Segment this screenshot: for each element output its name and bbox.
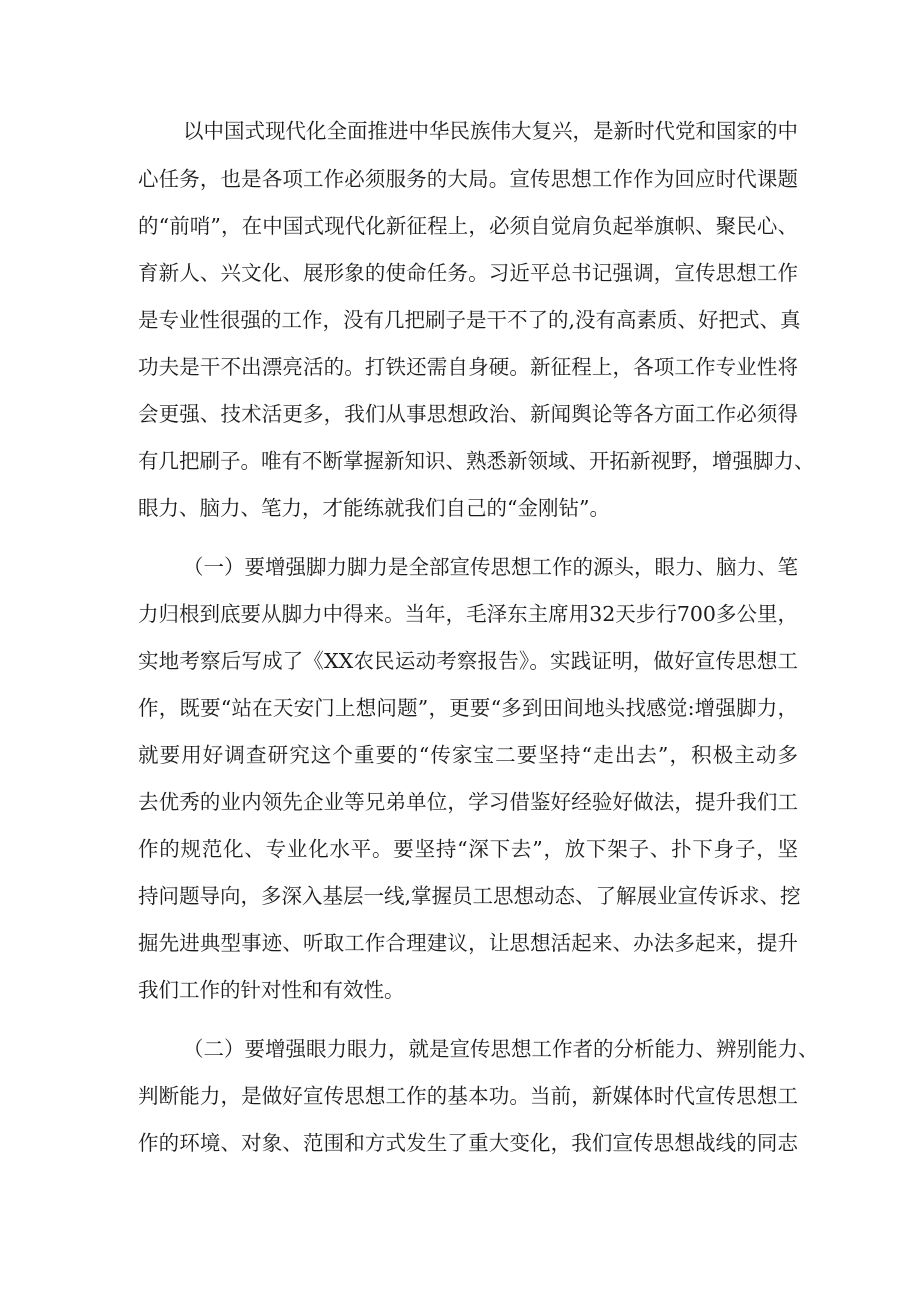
section-1-line-2: 力归根到底要从脚力中得来。当年，毛泽东主席用32天步行700多公里， xyxy=(138,602,798,626)
intro-line-4: 育新人、兴文化、展形象的使命任务。习近平总书记强调，宣传思想工作 xyxy=(138,261,798,285)
section-1-line-10: 我们工作的针对性和有效性。 xyxy=(138,978,405,1002)
section-2-line-2: 判断能力，是做好宣传思想工作的基本功。当前，新媒体时代宣传思想工 xyxy=(138,1084,798,1108)
intro-line-5: 是专业性很强的工作，没有几把刷子是干不了的,没有高素质、好把式、真 xyxy=(138,308,801,332)
intro-line-9: 眼力、脑力、笔力，才能练就我们自己的“金刚钻”。 xyxy=(138,496,610,520)
section-1-line-1: （一）要增强脚力脚力是全部宣传思想工作的源头，眼力、脑力、笔 xyxy=(183,555,798,579)
intro-line-1: 以中国式现代化全面推进中华民族伟大复兴，是新时代党和国家的中 xyxy=(183,119,798,143)
intro-line-7: 会更强、技术活更多，我们从事思想政治、新闻舆论等各方面工作必须得 xyxy=(138,402,798,426)
section-1-line-5: 就要用好调查研究这个重要的“传家宝二要坚持“走出去”，积极主动多 xyxy=(138,743,798,767)
section-1-line-3: 实地考察后写成了《XX农民运动考察报告》。实践证明，做好宣传思想工 xyxy=(138,649,798,673)
section-2-line-1: （二）要增强眼力眼力，就是宣传思想工作者的分析能力、辨别能力、 xyxy=(183,1037,819,1061)
section-1-line-4: 作，既要“站在天安门上想问题”，更要“多到田间地头找感觉:增强脚力， xyxy=(138,696,798,720)
section-1-line-8: 持问题导向，多深入基层一线,掌握员工思想动态、了解展业宣传诉求、挖 xyxy=(138,884,801,908)
intro-line-2: 心任务，也是各项工作必须服务的大局。宣传思想工作作为回应时代课题 xyxy=(138,167,798,191)
intro-line-8: 有几把刷子。唯有不断掌握新知识、熟悉新领域、开拓新视野，增强脚力、 xyxy=(138,449,815,473)
intro-line-3: 的“前哨”，在中国式现代化新征程上，必须自觉肩负起举旗帜、聚民心、 xyxy=(138,214,798,238)
section-1-line-6: 去优秀的业内领先企业等兄弟单位，学习借鉴好经验好做法，提升我们工 xyxy=(138,790,798,814)
section-2-line-3: 作的环境、对象、范围和方式发生了重大变化，我们宣传思想战线的同志 xyxy=(138,1131,798,1155)
section-1-line-9: 掘先进典型事迹、听取工作合理建议，让思想活起来、办法多起来，提升 xyxy=(138,931,798,955)
intro-line-6: 功夫是干不出漂亮活的。打铁还需自身硬。新征程上，各项工作专业性将 xyxy=(138,355,798,379)
section-1-line-7: 作的规范化、专业化水平。要坚持“深下去”，放下架子、扑下身子，坚 xyxy=(138,837,798,861)
